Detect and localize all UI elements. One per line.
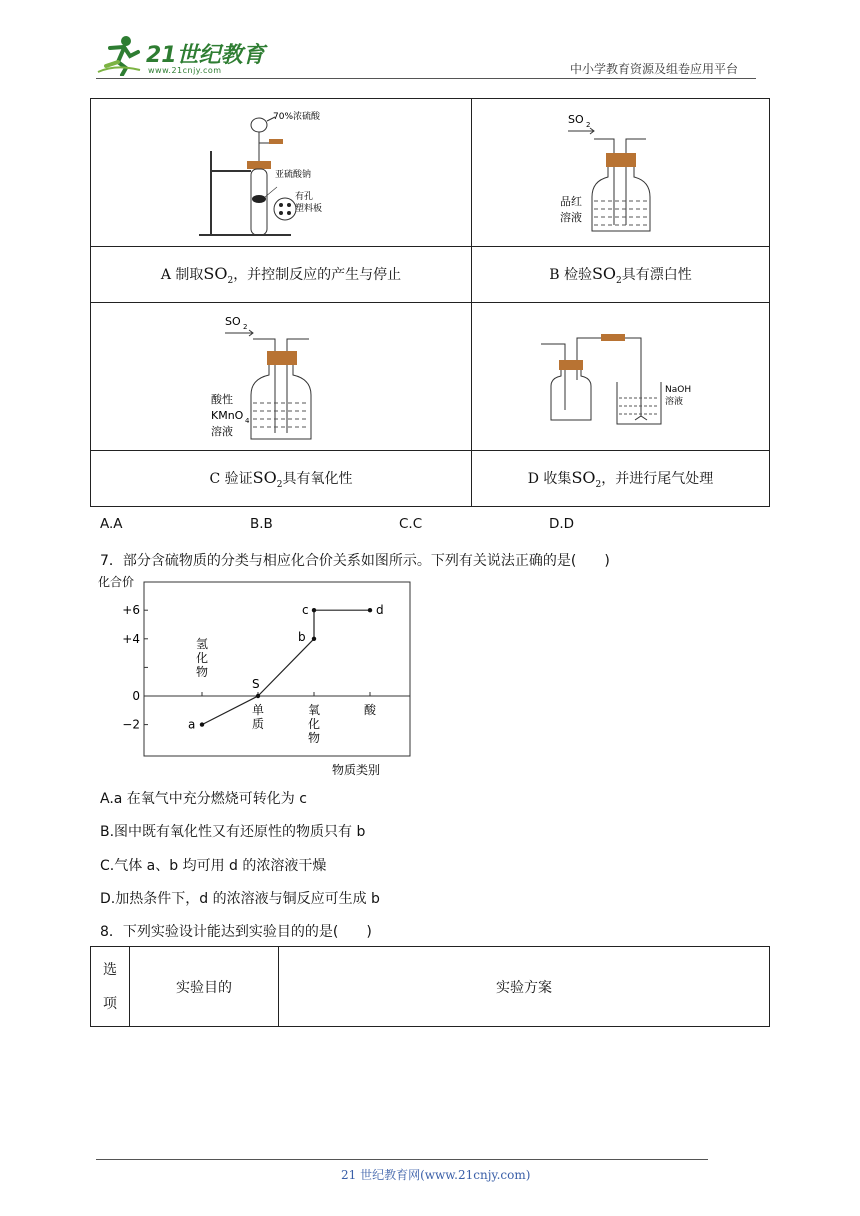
point-b xyxy=(312,637,316,641)
point-S xyxy=(256,694,260,698)
point-label: S xyxy=(252,677,260,691)
runner-logo-icon xyxy=(96,34,144,76)
header-rule xyxy=(96,78,756,79)
y-tick-label: +4 xyxy=(122,631,140,646)
y-tick-label: +6 xyxy=(122,603,140,618)
svg-text:2: 2 xyxy=(585,120,590,129)
q7-option-c[interactable]: C.气体 a、b 均可用 d 的浓溶液干燥 xyxy=(100,858,327,874)
svg-text:70%浓硫酸: 70%浓硫酸 xyxy=(273,111,321,122)
q6-option-c[interactable]: C.C xyxy=(399,516,423,532)
point-d xyxy=(368,608,372,612)
point-a xyxy=(200,722,204,726)
svg-text:溶液: 溶液 xyxy=(211,424,233,438)
x-category-label: 单质 xyxy=(251,703,265,731)
svg-text:SO: SO xyxy=(567,112,584,126)
y-tick-label: −2 xyxy=(122,717,140,732)
figure-a-cell xyxy=(91,99,472,247)
q8-table xyxy=(90,946,770,1027)
q6-option-b[interactable]: B.B xyxy=(250,516,273,532)
figure-c-cell xyxy=(91,303,472,451)
svg-text:塑料板: 塑料板 xyxy=(295,203,323,214)
q8-col-plan-header: 实验方案 xyxy=(279,947,770,1027)
valence-chart xyxy=(96,572,416,778)
figure-a-apparatus xyxy=(181,101,381,241)
svg-text:品红: 品红 xyxy=(559,194,582,208)
figure-b-apparatus xyxy=(546,101,696,241)
footer-rule xyxy=(96,1159,708,1160)
chart-ylabel: 化合价 xyxy=(98,575,135,589)
point-label: b xyxy=(298,629,306,644)
q7-option-b[interactable]: B.图中既有氧化性又有还原性的物质只有 b xyxy=(100,824,366,840)
point-label: a xyxy=(188,717,196,732)
series-line xyxy=(258,639,314,696)
q7-option-d[interactable]: D.加热条件下，d 的浓溶液与铜反应可生成 b xyxy=(100,891,380,907)
series-line xyxy=(202,696,258,725)
svg-text:有孔: 有孔 xyxy=(295,191,314,202)
q8-col-option-header: 选 项 xyxy=(91,947,130,1027)
logo-url: www.21cnjy.com xyxy=(148,66,222,75)
svg-text:2: 2 xyxy=(243,322,248,331)
q6-option-d[interactable]: D.D xyxy=(549,516,575,532)
figure-c-apparatus xyxy=(201,305,361,445)
figure-d-apparatus xyxy=(531,320,711,430)
figure-d-cell xyxy=(472,303,770,451)
q6-option-a[interactable]: A.A xyxy=(100,516,123,532)
y-tick-label: 0 xyxy=(132,689,140,703)
q8-col-purpose-header: 实验目的 xyxy=(130,947,279,1027)
svg-text:KMnO: KMnO xyxy=(211,408,244,422)
q7-stem: 7．部分含硫物质的分类与相应化合价关系如图所示。下列有关说法正确的是( ) xyxy=(100,553,610,569)
point-label: c xyxy=(302,603,309,618)
option-b-caption: B 检验$SO_2$具有漂白性 xyxy=(472,247,770,303)
point-label: d xyxy=(376,603,384,618)
x-category-label: 氢化物 xyxy=(195,637,209,679)
svg-text:SO: SO xyxy=(225,314,241,328)
q6-options-table xyxy=(90,98,770,507)
figure-b-cell xyxy=(472,99,770,247)
svg-text:亚硫酸钠: 亚硫酸钠 xyxy=(275,169,312,180)
svg-text:NaOH: NaOH xyxy=(664,384,691,395)
svg-text:酸性: 酸性 xyxy=(211,392,233,406)
site-logo xyxy=(96,34,266,78)
svg-text:4: 4 xyxy=(245,416,250,425)
q7-option-a[interactable]: A.a 在氧气中充分燃烧可转化为 c xyxy=(100,791,307,807)
option-d-caption: D 收集$SO_2$，并进行尾气处理 xyxy=(472,451,770,507)
option-a-caption: A 制取$SO_2$，并控制反应的产生与停止 xyxy=(91,247,472,303)
x-category-label: 酸 xyxy=(363,703,377,717)
option-c-caption: C 验证$SO_2$具有氧化性 xyxy=(91,451,472,507)
svg-text:溶液: 溶液 xyxy=(559,210,582,224)
svg-text:溶液: 溶液 xyxy=(664,396,683,407)
logo-text: 21世纪教育 xyxy=(146,43,265,68)
x-category-label: 氧化物 xyxy=(307,703,321,745)
chart-xlabel: 物质类别 xyxy=(332,763,381,777)
footer-site[interactable]: 21 世纪教育网(www.21cnjy.com) xyxy=(341,1168,531,1182)
q8-stem: 8．下列实验设计能达到实验目的的是( ) xyxy=(100,924,372,940)
platform-name: 中小学教育资源及组卷应用平台 xyxy=(570,62,739,76)
point-c xyxy=(312,608,316,612)
